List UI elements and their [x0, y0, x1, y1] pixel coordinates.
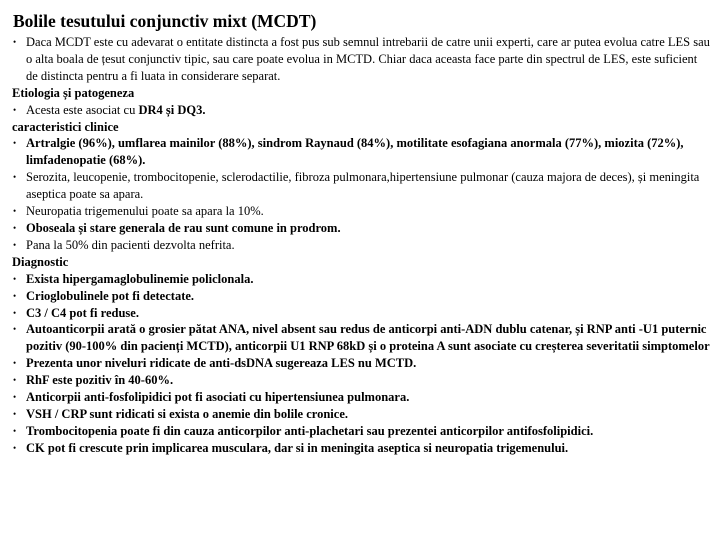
- list-item: [12, 321, 712, 355]
- diagnostic-list: [12, 271, 712, 457]
- diagnostic-item-text: Crioglobulinele pot fi detectate.: [26, 288, 195, 303]
- bullet-icon: •: [13, 392, 17, 403]
- list-item: [12, 355, 712, 372]
- list-item: [12, 305, 712, 322]
- bullet-icon: •: [13, 358, 17, 369]
- etiologie-list: [12, 102, 712, 119]
- list-item: [12, 271, 712, 288]
- diagnostic-item-text: Autoanticorpii arată o grosier pătat ANA, nivel absent sau redus de anticorpi anti-ADN dublu catenar, și RNP anti -U1 puternic pozitiv (90-100% din pacienți MCTD), anticorpii U1 RNP 68kD și o proteina A sunt asociate cu creșterea severitatii simptomelor: [26, 322, 710, 354]
- diagnostic-item-text: Trombocitopenia poate fi din cauza anticorpilor anti-plachetari sau prezentei anticorpilor antifosfolipidici.: [26, 423, 594, 438]
- bullet-icon: •: [13, 138, 17, 149]
- intro-list: [12, 34, 712, 85]
- intro-text: Daca MCDT este cu adevarat o entitate distincta a fost pus sub semnul intrebarii de catre unii experti, care ar putea evolua catre LES sau o alta boala de țesut conjunctiv tipic, sau care poate evolua in MCTD. Chiar daca aceasta face parte din spectrul de LES, este suficient de distincta pentru a fi luata in considerare separat.: [26, 35, 710, 83]
- clinice-item-text: Neuropatia trigemenului poate sa apara la 10%.: [26, 204, 264, 219]
- list-item: [12, 203, 712, 220]
- list-item: [12, 102, 712, 119]
- bullet-icon: •: [13, 408, 17, 419]
- list-item: [12, 288, 712, 305]
- diagnostic-item-text: Exista hipergamaglobulinemie policlonala.: [26, 271, 254, 286]
- bullet-icon: •: [13, 425, 17, 436]
- list-item: [12, 406, 712, 423]
- bullet-icon: •: [13, 375, 17, 386]
- diagnostic-item-text: RhF este pozitiv în 40-60%.: [26, 373, 174, 388]
- list-item: [12, 423, 712, 440]
- bullet-icon: •: [13, 324, 17, 335]
- list-item: [12, 237, 712, 254]
- diagnostic-item-text: Prezenta unor niveluri ridicate de anti-dsDNA sugereaza LES nu MCTD.: [26, 356, 417, 371]
- clinice-item-text: Serozita, leucopenie, trombocitopenie, sclerodactilie, fibroza pulmonara,hipertensiune pulmonar (cauza majora de deces), și meningita aseptica poate sa apara.: [26, 170, 700, 202]
- bullet-icon: •: [13, 206, 17, 217]
- bullet-icon: •: [13, 172, 17, 183]
- list-item: [12, 34, 712, 85]
- diagnostic-item-text: VSH / CRP sunt ridicati si exista o anemie din bolile cronice.: [26, 406, 348, 421]
- list-item: [12, 169, 712, 203]
- list-item: [12, 389, 712, 406]
- list-item: [12, 440, 712, 457]
- clinice-item-text: Artralgie (96%), umflarea mainilor (88%), sindrom Raynaud (84%), motilitate esofagiana anormala (77%), miozita (72%), limfadenopatie (68%).: [26, 136, 684, 168]
- diagnostic-item-text: C3 / C4 pot fi reduse.: [26, 305, 139, 320]
- section-heading-clinice: caracteristici clinice: [12, 119, 119, 134]
- diagnostic-item-text: Anticorpii anti-fosfolipidici pot fi asociati cu hipertensiunea pulmonara.: [26, 390, 410, 405]
- list-item: [12, 135, 712, 169]
- list-item: [12, 220, 712, 237]
- bullet-icon: •: [13, 222, 17, 233]
- section-heading-etiologie: Etiologia și patogeneza: [12, 85, 135, 100]
- etiologie-strong: DR4 și DQ3.: [138, 102, 206, 117]
- clinice-list: [12, 135, 712, 253]
- slide: [12, 10, 712, 457]
- bullet-icon: •: [13, 239, 17, 250]
- clinice-item-text: Pana la 50% din pacienti dezvolta nefrita.: [26, 237, 235, 252]
- bullet-icon: •: [13, 307, 17, 318]
- bullet-icon: •: [13, 37, 17, 47]
- slide-title: Bolile tesutului conjunctiv mixt (MCDT): [13, 11, 317, 31]
- etiologie-prefix: Acesta este asociat cu: [26, 102, 139, 117]
- bullet-icon: •: [13, 273, 17, 284]
- bullet-icon: •: [13, 104, 17, 115]
- bullet-icon: •: [13, 442, 17, 453]
- list-item: [12, 372, 712, 389]
- clinice-item-text: Oboseala și stare generala de rau sunt comune in prodrom.: [26, 220, 341, 235]
- diagnostic-item-text: CK pot fi crescute prin implicarea musculara, dar si in meningita aseptica si neuropatia trigemenului.: [26, 440, 569, 455]
- section-heading-diagnostic: Diagnostic: [12, 254, 69, 269]
- bullet-icon: •: [13, 290, 17, 301]
